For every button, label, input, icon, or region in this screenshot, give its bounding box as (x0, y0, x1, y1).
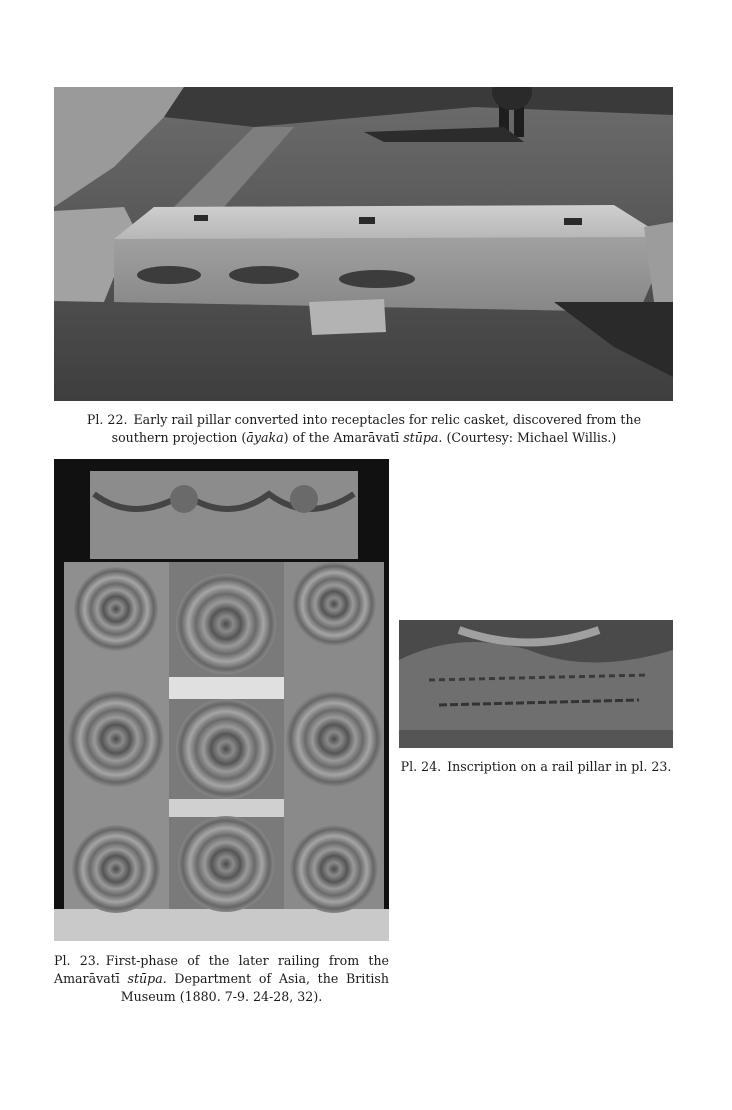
plate-22-caption-text-2: ) of the Amarāvatī (283, 430, 404, 445)
plate-22-caption (60, 411, 668, 447)
plate-22-caption-text-3: (Courtesy: Michael Willis.) (442, 430, 617, 445)
plate-23-caption-text: First-phase of the later railing from the Amarāvatī (54, 953, 390, 986)
plate-22-caption-italic-ayaka: āyaka (246, 430, 284, 445)
plate-22-caption-italic-stupa: stūpa. (403, 430, 443, 445)
plate-24-photo (399, 620, 673, 748)
plate-23-caption-italic-stupa: stūpa. (127, 971, 167, 986)
plate-24-caption-text: Inscription on a rail pillar in pl. 23. (447, 759, 672, 774)
plate-23-photo (54, 459, 389, 941)
plate-23-label: Pl. 23. (54, 953, 100, 968)
plate-22-photo (54, 87, 673, 401)
plate-23-caption-text-2: Department of Asia, the British Museum (1880. 7-9. 24-28, 32). (120, 971, 389, 1004)
plate-22-caption-text: Early rail pillar converted into receptacles for relic casket, discovered from the southern projection ( (111, 412, 642, 445)
plate-24-caption (399, 758, 673, 776)
plate-22-label: Pl. 22. (86, 412, 128, 427)
plate-24-label: Pl. 24. (400, 759, 442, 774)
plate-23-caption (54, 952, 389, 1006)
